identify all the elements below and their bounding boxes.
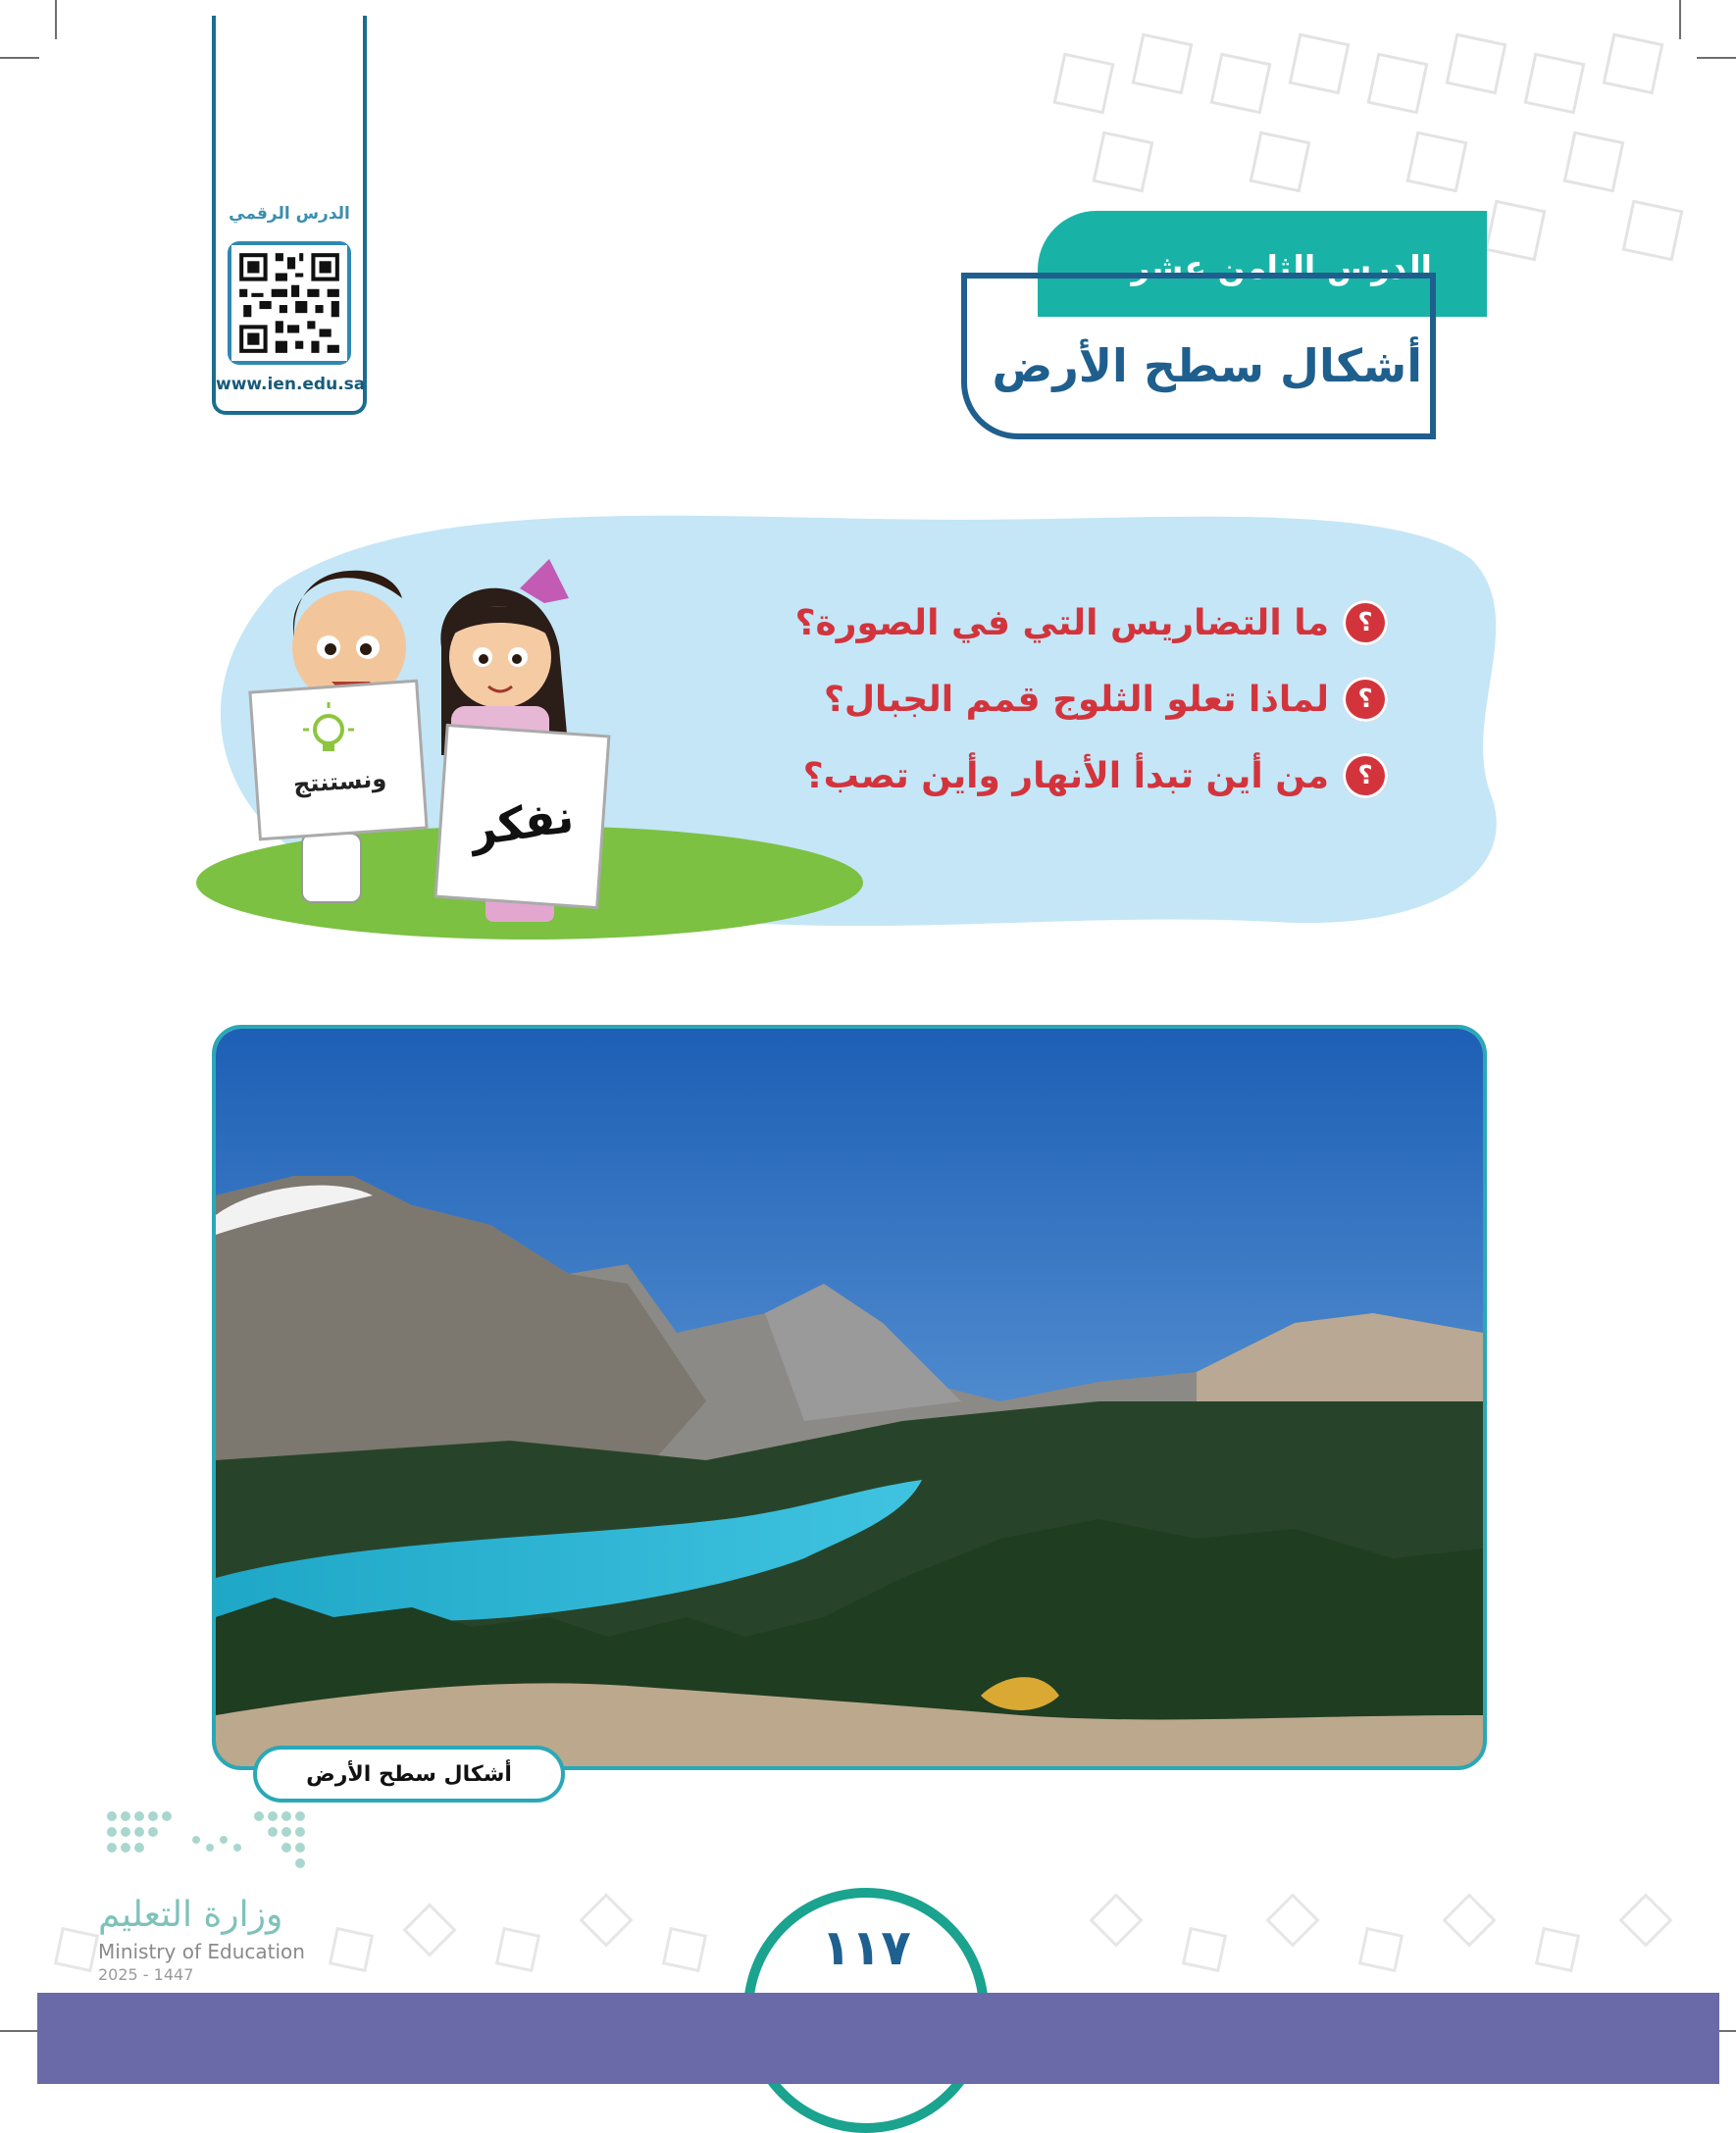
website-url[interactable]: www.ien.edu.sa [216,375,366,394]
mountain-lake-image [216,1029,1483,1766]
think-sign [435,725,609,907]
photo-caption-pill [253,1746,565,1803]
question-1 [795,600,1388,645]
question-bubble-icon: ؟ [1343,677,1388,722]
question-bubble-icon: ؟ [1343,600,1388,645]
question-text: ما التضاريس التي في الصورة؟ [794,602,1329,643]
digital-lesson-tab [212,16,367,415]
ministry-year: 2025 - 1447 [98,1965,194,1984]
question-bubble-icon: ؟ [1343,753,1388,798]
digital-lesson-label: الدرس الرقمي [229,204,350,224]
lesson-title: أشكال سطح الأرض [992,339,1422,392]
question-3 [803,753,1388,798]
page-number: ١١٧ [821,1919,911,1976]
question-text: من أين تبدأ الأنهار وأين تصب؟ [802,755,1329,796]
conclude-sign [250,681,427,838]
qr-code-icon [231,245,347,361]
think-sign-text: نفكر [466,788,577,857]
question-text: لماذا تعلو الثلوج قمم الجبال؟ [823,679,1329,720]
landscape-photo [212,1025,1487,1770]
conclude-sign-text: ونستنتج [292,764,387,799]
qr-code[interactable] [228,241,351,365]
lesson-number: الدرس الثامن عشر [1131,248,1432,286]
ministry-name-arabic: وزارة التعليم [98,1895,283,1935]
footer-bar [37,1993,1719,2084]
ministry-name-english: Ministry of Education [98,1940,305,1963]
question-2 [824,677,1388,722]
photo-caption: أشكال سطح الأرض [306,1761,512,1787]
